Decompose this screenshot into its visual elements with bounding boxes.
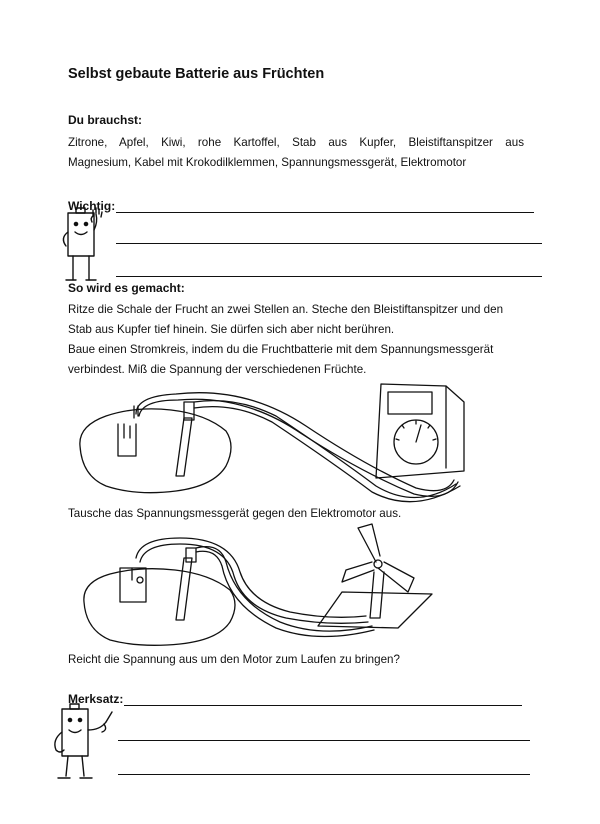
procedure-line-1: Ritze die Schale der Frucht an zwei Stellen an. Steche den Bleistiftanspitzer und den: [68, 303, 504, 316]
battery-mascot-stop-icon: [56, 208, 106, 284]
swap-instruction: Tausche das Spannungsmessgerät gegen den Elektromotor aus.: [68, 507, 402, 520]
important-heading: Wichtig:: [68, 199, 116, 213]
battery-mascot-pointing-icon: [48, 704, 118, 784]
procedure-heading: So wird es gemacht:: [68, 281, 185, 295]
materials-line-1: Zitrone, Apfel, Kiwi, rohe Kartoffel, Stab aus Kupfer, Bleistiftanspitzer aus: [68, 136, 524, 149]
summary-heading: Merksatz:: [68, 692, 124, 706]
important-write-line-1[interactable]: [116, 212, 534, 213]
summary-write-line-3[interactable]: [118, 774, 530, 775]
summary-write-line-1[interactable]: [124, 705, 522, 706]
procedure-line-4: verbindest. Miß die Spannung der verschiedenen Früchte.: [68, 363, 367, 376]
summary-write-line-2[interactable]: [118, 740, 530, 741]
procedure-line-2: Stab aus Kupfer tief hinein. Sie dürfen sich aber nicht berühren.: [68, 323, 395, 336]
page-title: Selbst gebaute Batterie aus Früchten: [68, 66, 325, 82]
important-write-line-3[interactable]: [116, 276, 542, 277]
fruit-battery-voltmeter-illustration: [76, 376, 476, 510]
materials-heading: Du brauchst:: [68, 113, 143, 127]
fruit-battery-motor-illustration: [80, 522, 440, 652]
procedure-line-3: Baue einen Stromkreis, indem du die Fruchtbatterie mit dem Spannungsmessgerät: [68, 343, 494, 356]
materials-line-2: Magnesium, Kabel mit Krokodilklemmen, Spannungsmessgerät, Elektromotor: [68, 156, 467, 169]
important-write-line-2[interactable]: [116, 243, 542, 244]
question-text: Reicht die Spannung aus um den Motor zum Laufen zu bringen?: [68, 653, 400, 666]
